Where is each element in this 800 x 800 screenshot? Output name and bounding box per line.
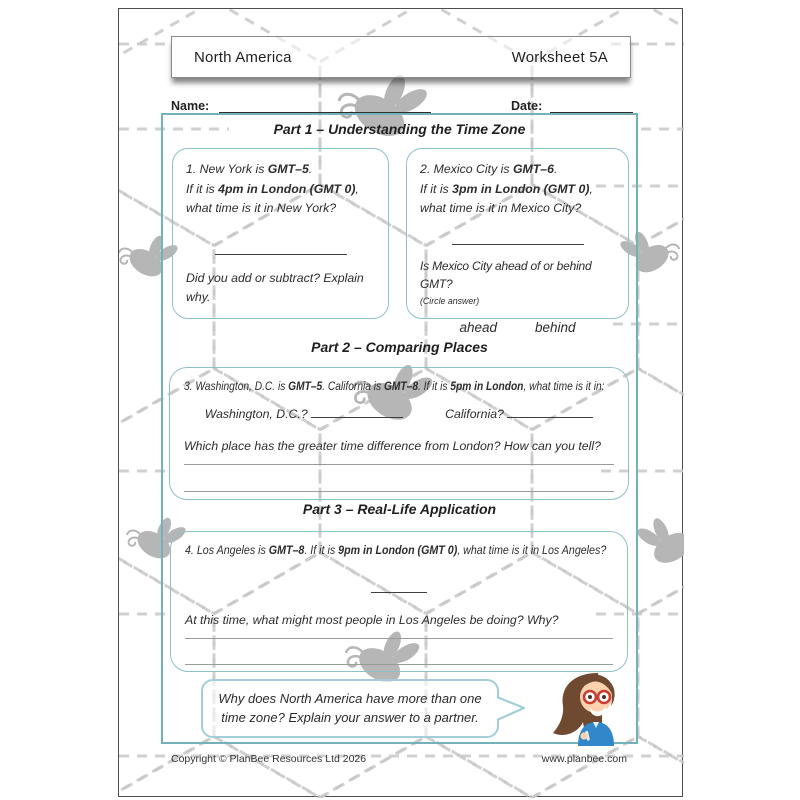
q2-line1: 2. Mexico City is GMT–6. (420, 162, 558, 176)
part3-title: Part 3 – Real-Life Application (302, 501, 497, 517)
q3-california-label: California? (445, 407, 504, 422)
question3-box (169, 367, 629, 500)
q4-answer-line-1[interactable] (185, 638, 613, 639)
question1-box (172, 148, 389, 319)
q2-line2: If it is 3pm in London (GMT 0), what time is it in Mexico City? (420, 182, 593, 215)
name-label: Name: (171, 99, 210, 113)
q2-circle-note: (Circle answer) (420, 296, 480, 307)
bee-icon (635, 516, 684, 569)
option-ahead[interactable]: ahead (459, 319, 497, 335)
worksheet-number: Worksheet 5A (511, 48, 608, 66)
q3-line1: 3. Washington, D.C. is GMT–5. California is GMT–8. If it is 5pm in London, what time is it in: (184, 380, 605, 393)
date-label: Date: (511, 99, 543, 113)
option-behind[interactable]: behind (535, 319, 576, 335)
q1-followup: Did you add or subtract? Explain why. (186, 271, 364, 304)
teacher-character (546, 670, 628, 746)
q3-answer-line-2[interactable] (184, 491, 614, 492)
speech-bubble-text: Why does North America have more than one time zone? Explain your answer to a partner. (218, 690, 482, 725)
question2-box (406, 148, 629, 335)
q2-options (420, 318, 615, 338)
q3-california-answer-line[interactable] (507, 404, 593, 418)
website-link[interactable]: www.planbee.com (541, 753, 627, 765)
q3-washington-label: Washington, D.C.? (204, 407, 308, 422)
q3-california-group (445, 404, 593, 423)
date-field-line[interactable] (550, 98, 633, 113)
part2-title: Part 2 – Comparing Places (311, 339, 488, 355)
unit-title: North America (194, 48, 292, 66)
worksheet-header (171, 36, 631, 78)
q4-line1: 4. Los Angeles is GMT–8. If it is 9pm in London (GMT 0), what time is it in Los Angeles? (185, 544, 607, 557)
speech-bubble (201, 679, 499, 738)
part1-title: Part 1 – Understanding the Time Zone (273, 121, 526, 137)
q2-answer-line[interactable] (452, 231, 584, 245)
copyright-text: Copyright © PlanBee Resources Ltd 2026 (171, 753, 367, 765)
q2-circle-question: Is Mexico City ahead of or behind GMT? (420, 259, 592, 292)
q3-answer-row (184, 404, 614, 423)
q3-followup: Which place has the greater time difference from London? How can you tell? (184, 438, 601, 453)
name-field-line[interactable] (219, 98, 431, 113)
q1-line1: 1. New York is GMT–5. (186, 162, 313, 176)
worksheet-page (118, 8, 683, 797)
q4-followup: At this time, what might most people in Los Angeles be doing? Why? (185, 613, 559, 628)
character-eye-left (588, 695, 592, 699)
q3-answer-line-1[interactable] (184, 464, 614, 465)
question4-box (170, 531, 628, 672)
speech-bubble-tail (496, 696, 528, 722)
q3-washington-group (205, 404, 403, 423)
q1-answer-line[interactable] (215, 241, 347, 255)
character-eye-right (602, 695, 606, 699)
q4-answer-line-2[interactable] (185, 664, 613, 665)
character-hand (580, 732, 587, 739)
q4-answer-line[interactable] (371, 579, 427, 593)
q3-washington-answer-line[interactable] (311, 404, 403, 418)
q1-line2: If it is 4pm in London (GMT 0), what time is it in New York? (186, 182, 359, 215)
